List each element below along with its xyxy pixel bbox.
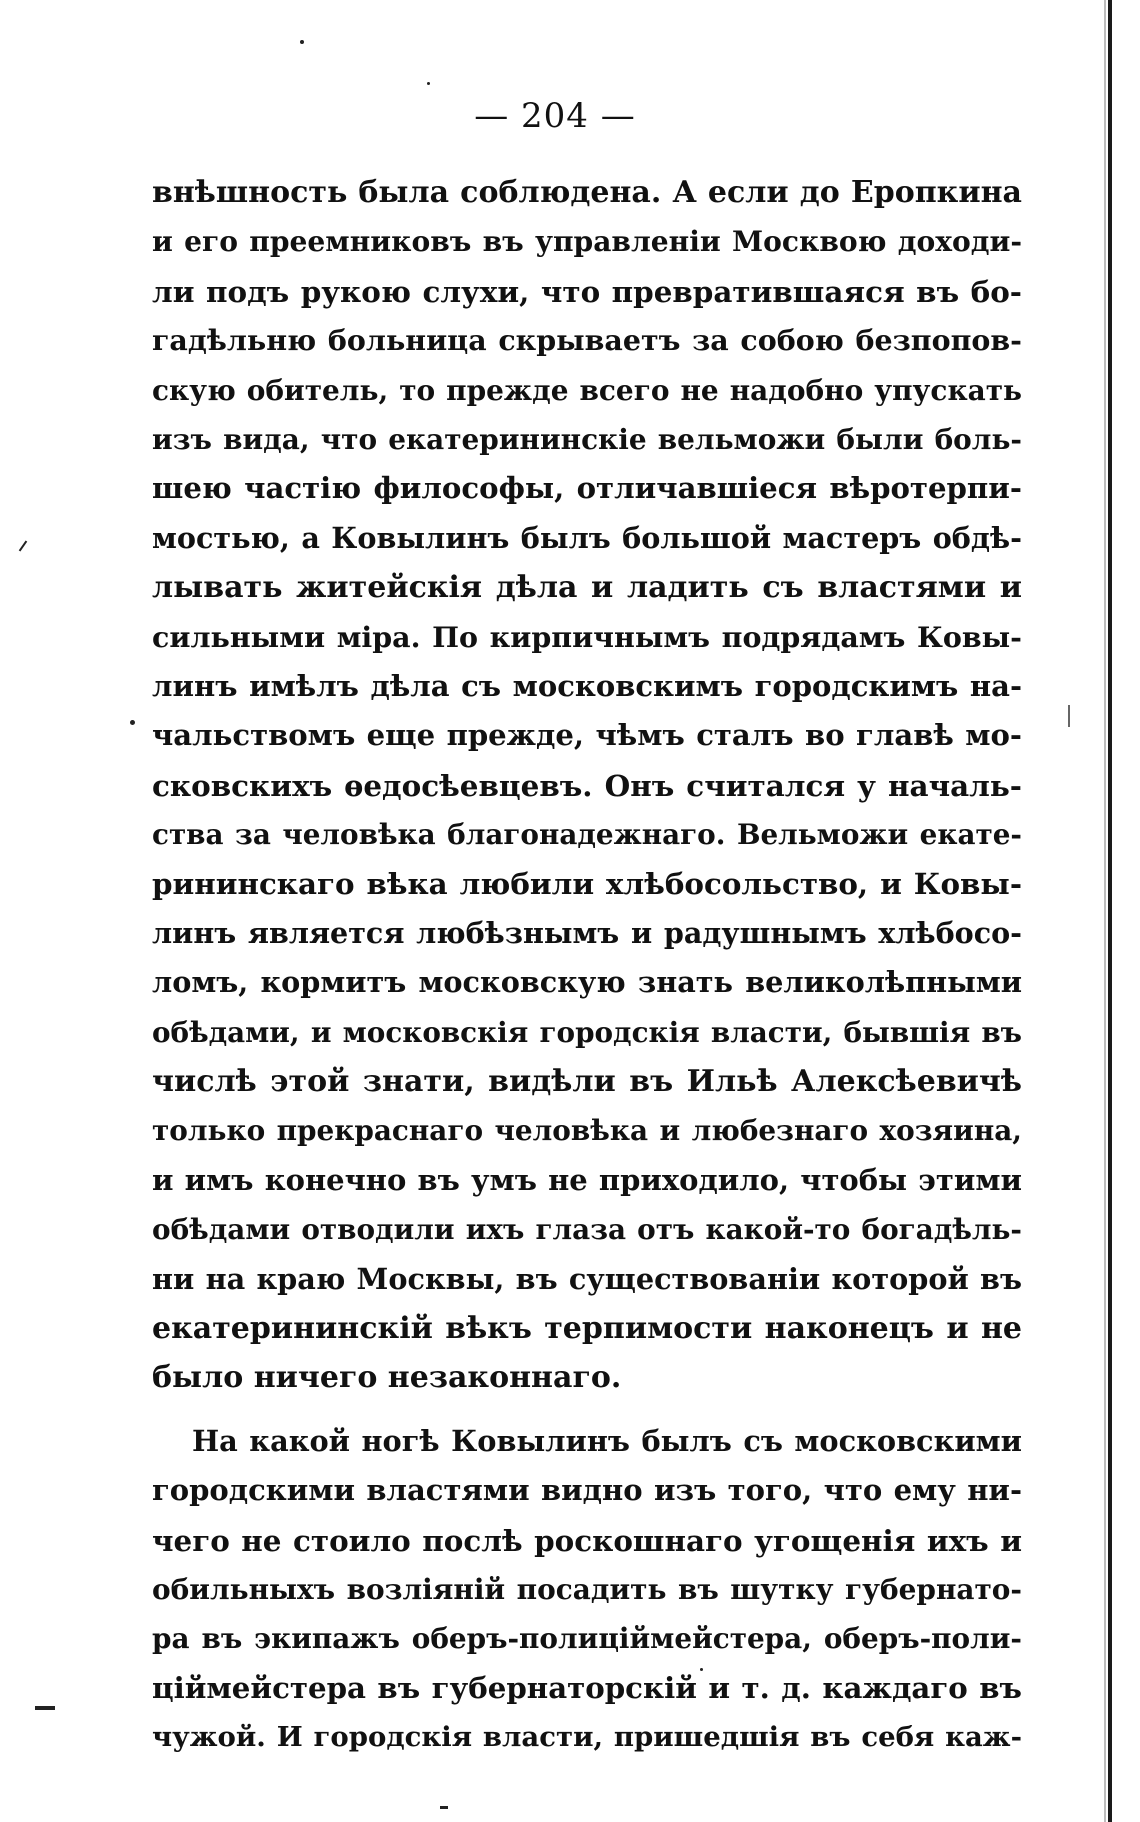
text-line: ціймейстера въ губернаторскій и т. д. каждаго въ — [152, 1670, 1022, 1705]
page-edge-shadow — [1104, 0, 1106, 1822]
text-line: обильныхъ возліяній посадить въ шутку губернато- — [152, 1572, 1022, 1606]
text-line: сковскихъ ѳедосѣевцевъ. Онъ считался у началь- — [152, 767, 1022, 803]
text-line: городскими властями видно изъ того, что ему ни- — [152, 1473, 1022, 1508]
scan-speck — [19, 541, 28, 552]
text-line: екатерининскій вѣкъ терпимости наконецъ и не — [152, 1310, 1022, 1346]
body-text — [152, 168, 1022, 1763]
text-line: было ничего незаконнаго. — [152, 1360, 622, 1396]
scan-speck — [1068, 705, 1070, 727]
paragraph — [152, 1417, 1022, 1763]
text-line: чужой. И городскія власти, пришедшія въ себя каж- — [152, 1721, 1022, 1754]
text-line: линъ является любѣзнымъ и радушнымъ хлѣбосо- — [152, 915, 1022, 950]
text-line: рининскаго вѣка любили хлѣбосольство, и Ковы- — [152, 866, 1022, 902]
scan-speck — [440, 1806, 448, 1809]
text-line: линъ имѣлъ дѣла съ московскимъ городскимъ на- — [152, 668, 1022, 703]
text-line: мостью, а Ковылинъ былъ большой мастеръ обдѣ- — [152, 520, 1022, 555]
text-line: чего не стоило послѣ роскошнаго угощенія ихъ и — [152, 1522, 1022, 1558]
text-line: На какой ногѣ Ковылинъ былъ съ московскими — [192, 1423, 1022, 1458]
text-line: изъ вида, что екатерининскіе вельможи были боль- — [152, 422, 1022, 456]
text-line: и имъ конечно въ умъ не приходило, чтобы этими — [152, 1162, 1022, 1197]
paragraph-gap — [152, 1403, 1022, 1417]
text-line: обѣдами, и московскія городскія власти, бывшія въ — [152, 1015, 1022, 1049]
scan-speck — [300, 40, 304, 44]
text-line: и его преемниковъ въ управленіи Москвою доходи- — [152, 225, 1022, 259]
scan-speck — [35, 1706, 55, 1710]
text-line: шею частію философы, отличавшіеся вѣротерпи- — [152, 471, 1022, 506]
text-line: сильными міра. По кирпичнымъ подрядамъ Ковы- — [152, 619, 1022, 654]
text-line: ни на краю Москвы, въ существованіи которой въ — [152, 1261, 1022, 1296]
text-line: внѣшность была соблюдена. А если до Еропкина — [152, 175, 1022, 210]
text-line: скую обитель, то прежде всего не надобно упускать — [152, 373, 1022, 407]
text-line: числѣ этой знати, видѣли въ Ильѣ Алексѣевичѣ — [152, 1064, 1022, 1100]
text-line: ра въ экипажъ оберъ-полиціймейстера, оберъ-поли- — [152, 1622, 1022, 1656]
text-line: лывать житейскія дѣла и ладить съ властями и — [152, 570, 1022, 606]
paragraph — [152, 168, 1022, 1403]
page-edge-rule — [1108, 0, 1112, 1822]
text-line: ломъ, кормитъ московскую знать великолѣпными — [152, 965, 1022, 1000]
text-line: гадѣльню больница скрываетъ за собою безпопов- — [152, 323, 1022, 358]
text-line: чальствомъ еще прежде, чѣмъ сталъ во главѣ мо- — [152, 718, 1022, 753]
text-line: обѣдами отводили ихъ глаза отъ какой-то богадѣль- — [152, 1213, 1022, 1247]
text-line: ства за человѣка благонадежнаго. Вельможи екате- — [152, 818, 1022, 852]
text-line: только прекраснаго человѣка и любезнаго хозяина, — [152, 1114, 1022, 1148]
text-line: ли подъ рукою слухи, что превратившаяся въ бо- — [152, 273, 1022, 309]
page-number: — 204 — — [474, 96, 636, 136]
scan-speck — [427, 82, 430, 85]
scan-speck — [130, 720, 135, 725]
